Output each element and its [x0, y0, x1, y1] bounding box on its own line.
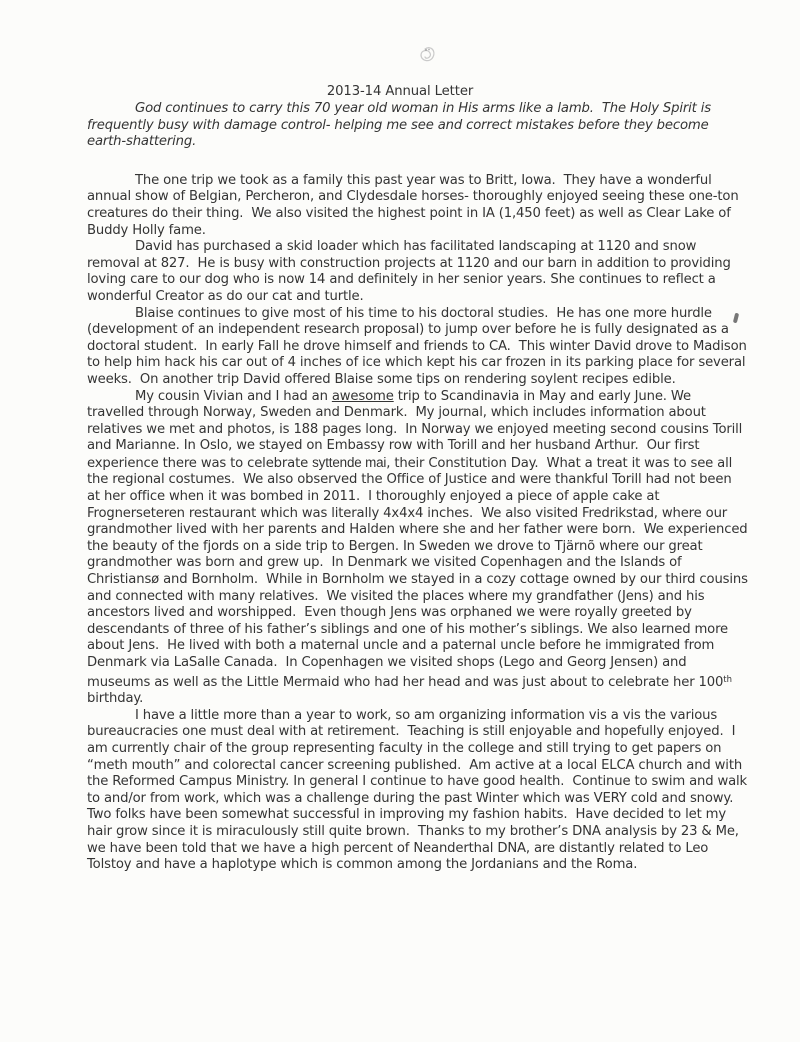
- page-title: 2013-14 Annual Letter: [326, 84, 474, 99]
- text-run: David has purchased a skid loader which has facilitated landscaping at 1120 and snow removal at 827. He is busy with construction projects at 1120 and our barn in addition to providing loving care to our dog who is now 14 and definitely in her senior years. She continues to reflect a wonderful Creator as do our cat and turtle.: [87, 239, 735, 304]
- intro-text: God continues to carry this 70 year old woman in His arms like a lamb. The Holy Spirit is frequently busy with damage control- helping me see and correct mistakes before they become earth-shattering.: [87, 101, 715, 150]
- text-run: , their Constitution Day. What a treat it was to see all the regional costumes. We also observed the Office of Justice and were thankful Torill had not been at her office when it was bombed in 2011. I thoroughly enjoyed a piece of apple cake at Frognerseteren restaurant which was literally 4x4x4 inches. We also visited Fredrikstad, where our grandmother lived with her parents and Halden where she and her father were born. We experienced the beauty of the fjords on a side trip to Bergen. In Sweden we drove to Tjärnõ where our great grandmother was born and grew up. In Denmark we visited Copenhagen and the Islands of Christiansø and Bornholm. While in Bornholm we stayed in a cozy cottage owned by our third cousins and connected with many relatives. We visited the places where my grandfather (Jens) and his ancestors lived and worshipped. Even though Jens was orphaned we were royally greeted by descendants of three of his father’s siblings and one of his mother’s siblings. We also learned more about Jens. He lived with both a maternal uncle and a paternal uncle before he immigrated from Denmark via LaSalle Canada. In Copenhagen we visited shops (Lego and Georg Jensen) and museums as well as the Little Mermaid who had her head and was just about to celebrate her 100: [87, 455, 752, 690]
- text-run: The one trip we took as a family this past year was to Britt, Iowa. They have a wonderful annual show of Belgian, Percheron, and Clydesdale horses- thoroughly enjoyed seeing these one-ton creatures do their thing. We also visited the highest point in IA (1,450 feet) as well as Clear Lake of Buddy Holly fame.: [87, 172, 743, 238]
- paragraph: [87, 388, 752, 708]
- text-run: Blaise continues to give most of his time to his doctoral studies. He has one more hurdle (development of an independent research proposal) to jump over before he is fully designated as a doctoral student. In early Fall he drove himself and friends to CA. This winter David drove to Madison to help him hack his car out of 4 inches of ice which kept his car frozen in its parking place for several weeks. On another trip David offered Blaise some tips on rendering soylent recipes edible.: [87, 305, 751, 387]
- paragraph: [87, 173, 748, 239]
- text-run: I have a little more than a year to work, so am organizing information vis a vis the various bureaucracies one must deal with at retirement. Teaching is still enjoyable and hopefully enjoyed. I am currently chair of the group representing faculty in the college and still trying to get papers on “meth mouth” and colorectal cancer screening published. Am active at a local ELCA church and with the Reformed Campus Ministry. In general I continue to have good health. Continue to swim and walk to and/or from work, which was a challenge during the past Winter which was VERY cold and snowy. Two folks have been somewhat successful in improving my fashion habits. Have decided to let my hair grow since it is miraculously still quite brown. Thanks to my brother’s DNA analysis by 23 & Me, we have been told that we have a high percent of Neanderthal DNA, are distantly related to Leo Tolstoy and have a haplotype which is common among the Jordanians and the Roma.: [87, 707, 752, 873]
- text-run: birthday.: [87, 674, 737, 707]
- text-run: trip to Scandinavia in May and early June. We travelled through Norway, Sweden and Denmark. My journal, which includes information about relatives we met and photos, is 188 pages long. In Norway we enjoyed meeting second cousins Torill and Marianne. In Oslo, we stayed on Embassy row with Torill and her husband Arthur. Our first experience there was to celebrate: [87, 388, 747, 471]
- text-run: My cousin Vivian and I had an: [135, 388, 332, 404]
- letter-content: [87, 101, 752, 874]
- text-run-sup: th: [723, 674, 733, 685]
- paragraph: [87, 305, 751, 389]
- text-run-alt: syttende mai: [312, 454, 387, 470]
- scan-smudge-artifact: [417, 45, 439, 73]
- paragraph: [87, 239, 748, 305]
- letter-body: [87, 172, 752, 874]
- intro-paragraph: [87, 101, 748, 151]
- text-run-underline: awesome: [331, 388, 394, 404]
- paragraph: [87, 707, 752, 874]
